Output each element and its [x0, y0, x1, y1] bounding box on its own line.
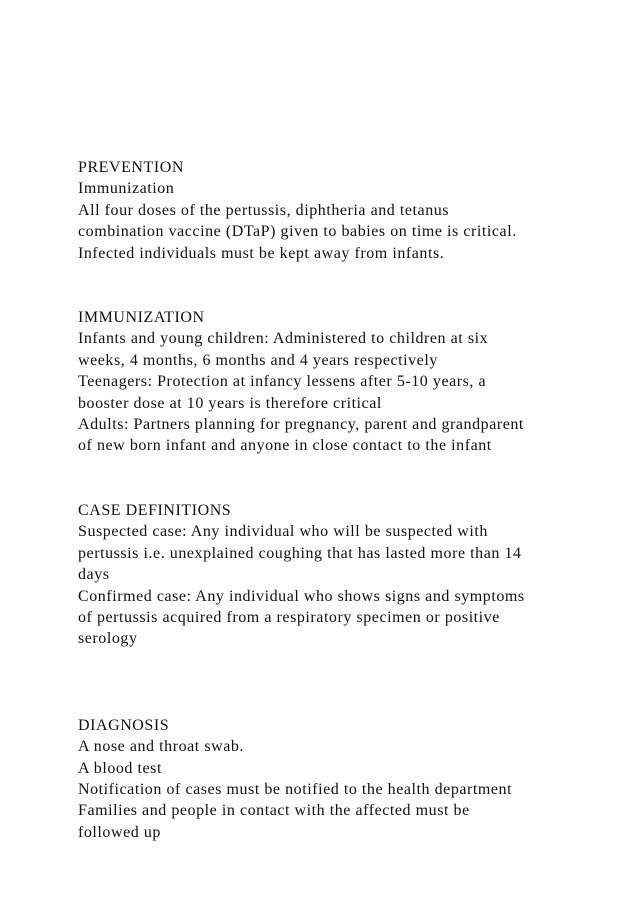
section-heading: PREVENTION — [78, 159, 184, 176]
paragraph-line: Families and people in contact with the affected must be — [78, 802, 470, 820]
section-diagnosis — [78, 715, 598, 843]
paragraph-line: Infected individuals must be kept away from infants. — [78, 244, 445, 262]
paragraph-line: pertussis i.e. unexplained coughing that has lasted more than 14 — [78, 544, 522, 562]
subheading: Immunization — [78, 180, 175, 198]
section-prevention — [78, 157, 598, 264]
section-spacer — [78, 650, 598, 715]
section-case-definitions — [78, 500, 598, 650]
paragraph-line: combination vaccine (DTaP) given to babies on time is critical. — [78, 223, 517, 241]
paragraph-line: Adults: Partners planning for pregnancy, parent and grandparent — [78, 416, 524, 434]
section-heading: DIAGNOSIS — [78, 716, 170, 734]
section-heading: CASE DEFINITIONS — [78, 501, 232, 519]
paragraph-line: All four doses of the pertussis, diphtheria and tetanus — [78, 201, 450, 219]
paragraph-line: weeks, 4 months, 6 months and 4 years respectively — [78, 351, 438, 369]
paragraph-line: followed up — [78, 823, 161, 841]
paragraph-line: serology — [78, 630, 138, 648]
paragraph-line: booster dose at 10 years is therefore critical — [78, 394, 382, 412]
section-heading: IMMUNIZATION — [78, 309, 205, 327]
paragraph-line: A blood test — [78, 759, 162, 777]
section-immunization — [78, 307, 598, 457]
paragraph-line: Teenagers: Protection at infancy lessens after 5-10 years, a — [78, 373, 487, 391]
paragraph-line: Notification of cases must be notified to the health department — [78, 780, 513, 798]
paragraph-line: Suspected case: Any individual who will be suspected with — [78, 523, 488, 541]
paragraph-line: days — [78, 566, 110, 584]
paragraph-line: of new born infant and anyone in close contact to the infant — [78, 437, 492, 455]
section-spacer — [78, 457, 598, 500]
paragraph-line: Infants and young children: Administered to children at six — [78, 330, 489, 348]
document-body — [78, 157, 598, 843]
paragraph-line: Confirmed case: Any individual who shows signs and symptoms — [78, 587, 525, 605]
paragraph-line: A nose and throat swab. — [78, 738, 244, 756]
section-spacer — [78, 264, 598, 307]
paragraph-line: of pertussis acquired from a respiratory specimen or positive — [78, 608, 500, 626]
